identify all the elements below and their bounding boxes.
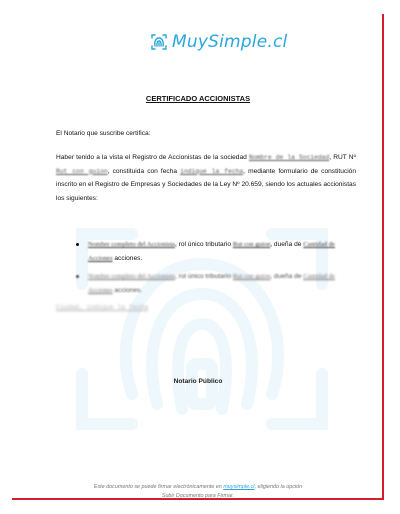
shareholder-rut-placeholder[interactable]: Rut con guion [232,273,271,280]
shareholder-name-placeholder[interactable]: Nombre completo del Accionista [88,241,175,248]
certification-paragraph: Haber tenido a la vista el Registro de Accionistas de la sociedad Nombre de la Sociedad, RUT Nº Rut con guion, constituida con fecha indique la fecha, mediante formulario de constitución inscrito en el Registro de Empresas y Sociedades de la Ley Nº 20.659, siendo los actuales accionistas los siguientes: [56,154,356,202]
brand-logo [150,32,287,52]
intro-text: El Notario que suscribe certifica: [56,130,151,137]
document-page [12,14,384,500]
notary-signature-label: Notario Público [173,378,223,385]
shares-placeholder[interactable]: Cantidad de Acciones [88,273,335,294]
company-name-placeholder[interactable]: Nombre de la Sociedad [248,154,330,161]
date-placeholder[interactable]: indique la fecha [180,167,244,175]
footer-note: Este documento se puede firmar electrónicamente en muysimple.cl, eligiendo la opción Subir Documento para Firmar. [93,484,303,499]
brand-name: MuySimple.cl [172,32,288,52]
bullet-dot [76,243,79,246]
bullet-dot [76,275,79,278]
list-item: Nombre completo del Accionista, rol único tributario Rut con guion, dueña de Cantidad de Acciones acciones. [76,270,356,297]
document-title: CERTIFICADO ACCIONISTAS [145,94,251,103]
shareholder-name-placeholder[interactable]: Nombre completo del Accionista [88,273,175,280]
shares-placeholder[interactable]: Cantidad de Acciones [88,241,335,262]
shareholder-rut-placeholder[interactable]: Rut con guion [232,241,271,248]
shareholder-list [76,238,356,302]
rut-placeholder[interactable]: Rut con guion [56,167,108,175]
muysimple-link[interactable]: muysimple.cl [223,484,255,490]
city-date-placeholder[interactable]: Ciudad, indique la fecha [56,304,149,311]
list-item: Nombre completo del Accionista, rol único tributario Rut con guion, dueña de Cantidad de Acciones acciones. [76,238,356,265]
fingerprint-icon [150,33,168,51]
